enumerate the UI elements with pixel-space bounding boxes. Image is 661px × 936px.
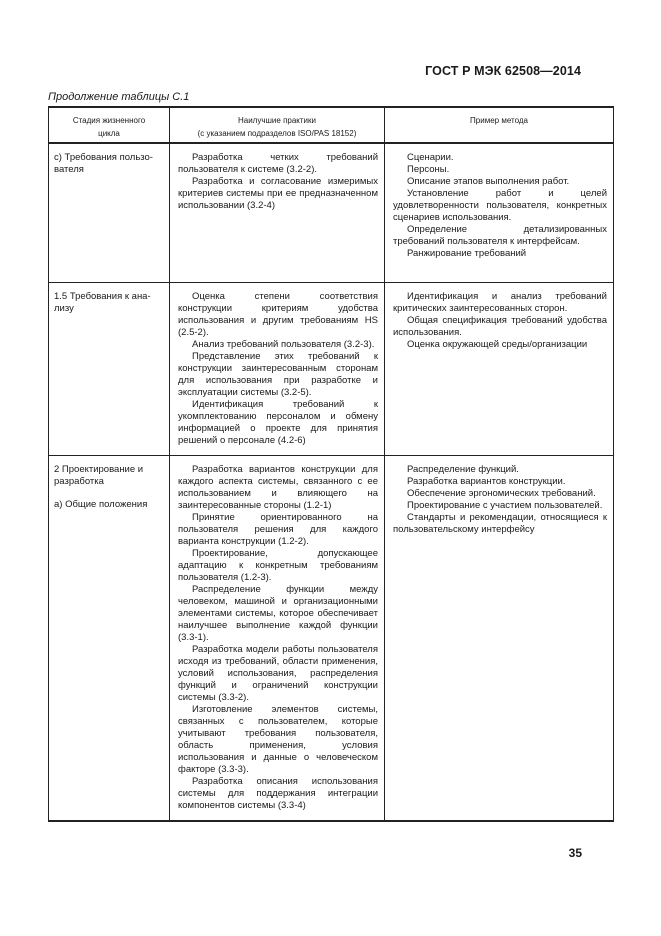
practices-cell: Разработка четких требований пользователя к системе (3.2-2). Разработка и согласование измеримых критериев системы при ее предназначенном использовании (3.2-4)	[170, 143, 385, 282]
table-row	[49, 282, 614, 455]
header-practices: Наилучшие практики (с указанием подразделов ISO/PAS 18152)	[170, 107, 385, 143]
practices-cell: Разработка вариантов конструкции для каждого аспекта системы, связанного с ее использованием и влияющего на заинтересованные стороны (1.2-1) Принятие ориентированного на пользователя решения для каждого варианта конструкции (1.2-2). Проектирование, допускающее адаптацию к конкретным требованиям пользователя (1.2-3). Распределение функции между человеком, машиной и организационными элементами системы, которое обеспечивает наилучшее выполнение каждой функции (3.3-1). Разработка модели работы пользователя исходя из требований, области применения, условий использования, распределения функций и ограничений конструкции системы (3.3-2). Изготовление элементов системы, связанных с пользователем, которые учитывают требования пользователя, область применения, условия использования и данные о человеческом факторе (3.3-3). Разработка описания использования системы для поддержания интеграции компонентов системы (3.3-4)	[170, 455, 385, 821]
header-method: Пример метода	[385, 107, 614, 143]
table-header-row	[49, 107, 614, 143]
header-stage: Стадия жизненного цикла	[49, 107, 170, 143]
practices-table	[48, 106, 614, 822]
stage-cell: 1.5 Требования к ана- лизу	[49, 282, 170, 455]
page-number: 35	[568, 846, 582, 860]
stage-cell: 2 Проектирование и разработка а) Общие положения	[49, 455, 170, 821]
practices-cell: Оценка степени соответствия конструкции критериям удобства использования и другим требованиям HS (2.5-2). Анализ требований пользователя (3.2-3). Представление этих требований к конструкции заинтересованным сторонам для использования при разработке и эксплуатации системы (3.2-5). Идентификация требований к укомплектованию персоналом и обмену информацией о проекте для принятия решений о персонале (4.2-6)	[170, 282, 385, 455]
table-row	[49, 143, 614, 282]
methods-cell: Распределение функций. Разработка вариантов конструкции. Обеспечение эргономических требований. Проектирование с участием пользователей. Стандарты и рекомендации, относящиеся к пользовательскому интерфейсу	[385, 455, 614, 821]
stage-cell: с) Требования пользо- вателя	[49, 143, 170, 282]
methods-cell: Идентификация и анализ требований критических заинтересованных сторон. Общая спецификация требований удобства использования. Оценка окружающей среды/организации	[385, 282, 614, 455]
table-row	[49, 455, 614, 821]
methods-cell: Сценарии. Персоны. Описание этапов выполнения работ. Установление работ и целей удовлетворенности пользователя, конкретных сценариев использования. Определение детализированных требований пользователя к интерфейсам. Ранжирование требований	[385, 143, 614, 282]
table-caption: Продолжение таблицы С.1	[48, 91, 190, 103]
document-code: ГОСТ Р МЭК 62508—2014	[425, 64, 581, 78]
